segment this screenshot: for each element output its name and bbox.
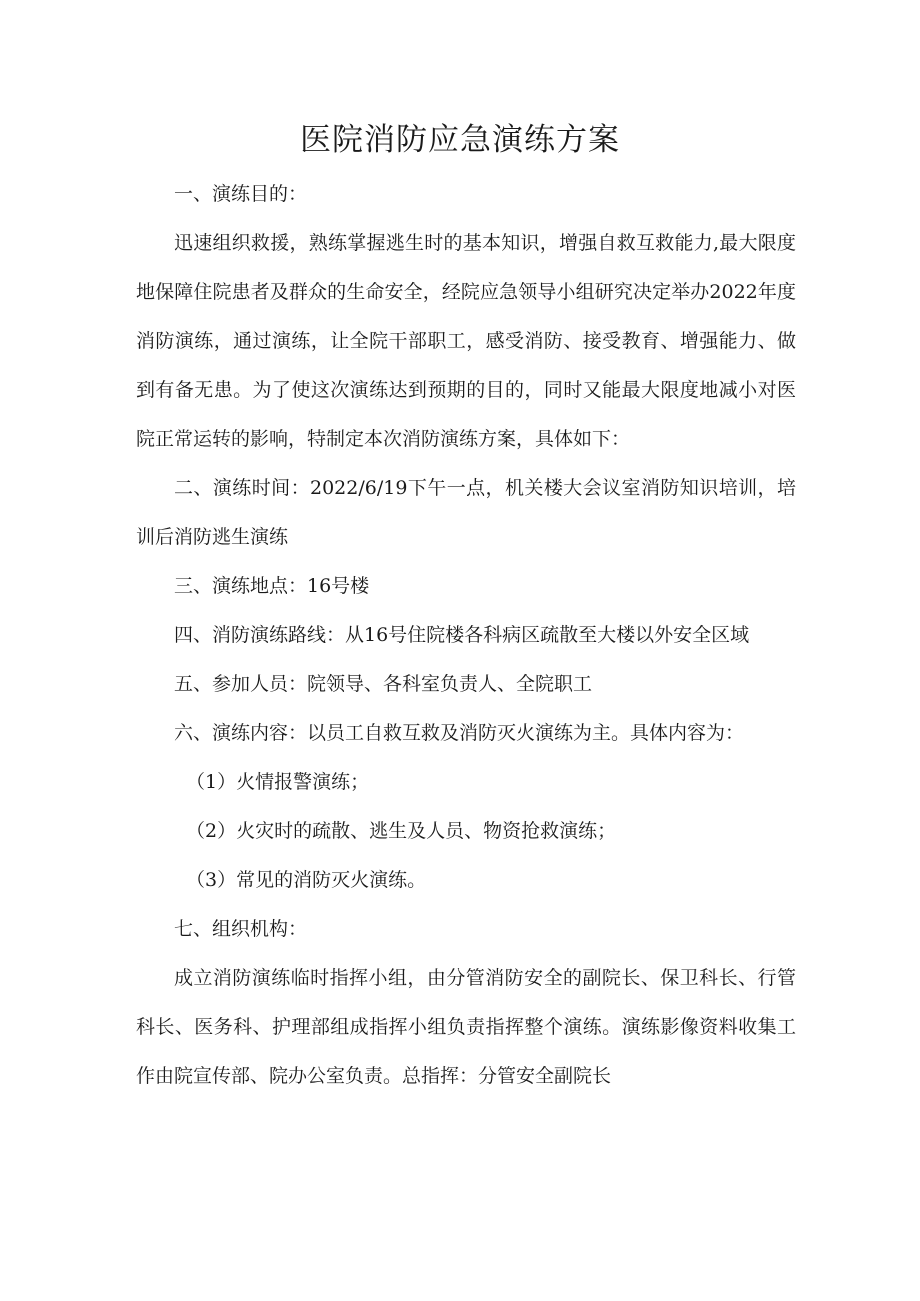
drill-route-paragraph: 四、消防演练路线：从16号住院楼各科病区疏散至大楼以外安全区域: [174, 624, 750, 646]
drill-location-paragraph: 三、演练地点：16号楼: [174, 575, 370, 597]
content-item: （3）常见的消防灭火演练。: [186, 869, 427, 891]
document-body: [136, 170, 796, 1101]
content-item: （1）火情报警演练；: [186, 771, 370, 793]
section-heading-purpose: 一、演练目的：: [174, 183, 308, 205]
drill-content-paragraph: 六、演练内容：以员工自救互救及消防灭火演练为主。具体内容为：: [174, 722, 745, 744]
purpose-paragraph: 迅速组织救援，熟练掌握逃生时的基本知识，增强自救互救能力,最大限度地保障住院患者及群众的生命安全，经院应急领导小组研究决定举办2022年度消防演练，通过演练，让全院干部职工，感受消防、接受教育、增强能力、做到有备无患。为了使这次演练达到预期的目的，同时又能最大限度地减小对医院正常运转的影响，特制定本次消防演练方案，具体如下：: [136, 232, 796, 450]
content-item: （2）火灾时的疏散、逃生及人员、物资抢救演练；: [186, 820, 617, 842]
drill-time-paragraph: 二、演练时间：2022/6/19下午一点，机关楼大会议室消防知识培训，培训后消防逃生演练: [136, 477, 796, 548]
document-title: 医院消防应急演练方案: [300, 122, 620, 158]
participants-paragraph: 五、参加人员：院领导、各科室负责人、全院职工: [174, 673, 593, 695]
organization-paragraph: 成立消防演练临时指挥小组，由分管消防安全的副院长、保卫科长、行管科长、医务科、护理部组成指挥小组负责指挥整个演练。演练影像资料收集工作由院宣传部、院办公室负责。总指挥：分管安全副院长: [136, 967, 796, 1087]
section-heading-organization: 七、组织机构：: [174, 918, 308, 940]
